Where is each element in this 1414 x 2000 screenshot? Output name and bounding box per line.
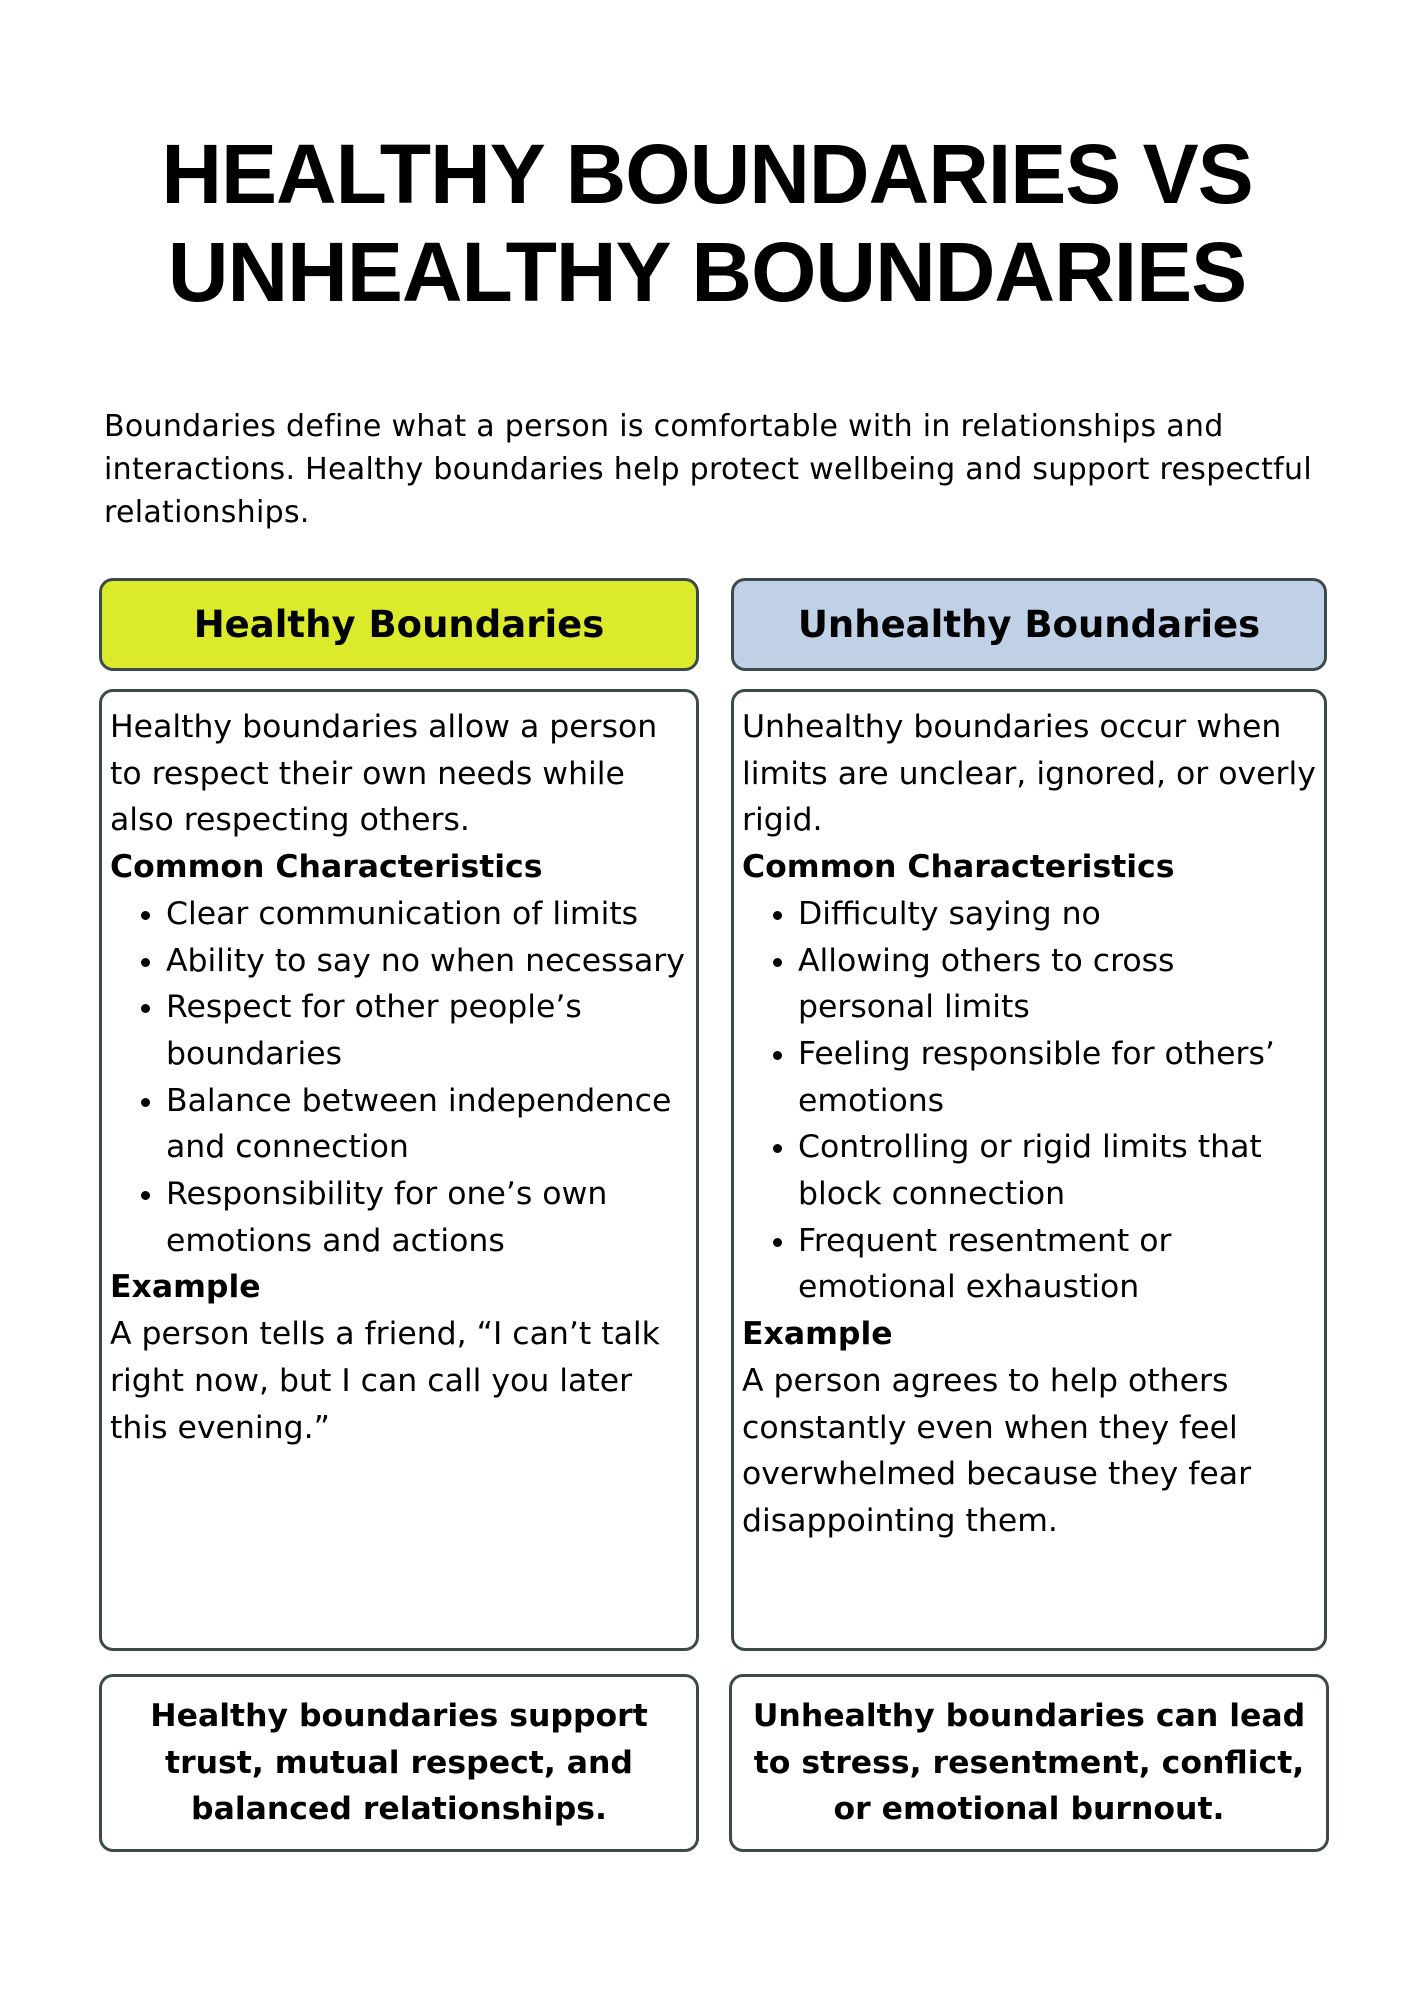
intro-paragraph: Boundaries define what a person is comfortable with in relationships and interactions. Healthy boundaries help protect wellbeing and support respectful relationships. <box>104 409 1312 530</box>
unhealthy-summary <box>729 1674 1329 1852</box>
healthy-example: A person tells a friend, “I can’t talk right now, but I can call you later this evening.” <box>110 1316 660 1446</box>
unhealthy-characteristics-heading: Common Characteristics <box>742 849 1175 886</box>
unhealthy-description: Unhealthy boundaries occur when limits are unclear, ignored, or overly rigid. <box>742 709 1316 839</box>
list-item: • Responsibility for one’s own emotions and actions <box>166 1171 688 1264</box>
list-item: • Frequent resentment or emotional exhaustion <box>798 1218 1316 1311</box>
list-item: • Feeling responsible for others’ emotions <box>798 1031 1316 1124</box>
list-item: • Respect for other people’s boundaries <box>166 984 688 1077</box>
unhealthy-example: A person agrees to help others constantly even when they feel overwhelmed because they fear disappointing them. <box>742 1362 1252 1539</box>
healthy-summary-text: Healthy boundaries support trust, mutual respect, and balanced relationships. <box>150 1698 648 1828</box>
list-item: • Ability to say no when necessary <box>166 938 688 985</box>
title-line-1: HEALTHY BOUNDARIES VS <box>161 127 1253 221</box>
list-item: • Difficulty saying no <box>798 891 1316 938</box>
healthy-summary <box>99 1674 699 1852</box>
list-item: • Controlling or rigid limits that block connection <box>798 1124 1316 1217</box>
title-line-2: UNHEALTHY BOUNDARIES <box>167 225 1247 319</box>
list-item: • Balance between independence and connection <box>166 1078 688 1171</box>
list-item: • Clear communication of limits <box>166 891 688 938</box>
healthy-characteristics-heading: Common Characteristics <box>110 849 543 886</box>
unhealthy-header <box>731 578 1327 671</box>
unhealthy-header-label: Unhealthy Boundaries <box>797 603 1261 646</box>
healthy-header <box>99 578 699 671</box>
healthy-characteristics-list <box>110 891 688 1265</box>
healthy-content <box>99 689 699 1651</box>
unhealthy-content <box>731 689 1327 1651</box>
unhealthy-summary-text: Unhealthy boundaries can lead to stress, resentment, conflict, or emotional burnout. <box>752 1698 1306 1828</box>
unhealthy-example-heading: Example <box>742 1316 893 1353</box>
unhealthy-characteristics-list <box>742 891 1316 1311</box>
list-item: • Allowing others to cross personal limits <box>798 938 1316 1031</box>
healthy-description: Healthy boundaries allow a person to respect their own needs while also respecting others. <box>110 709 658 839</box>
healthy-example-heading: Example <box>110 1269 261 1306</box>
healthy-header-label: Healthy Boundaries <box>193 603 605 646</box>
page-title <box>0 125 1414 321</box>
